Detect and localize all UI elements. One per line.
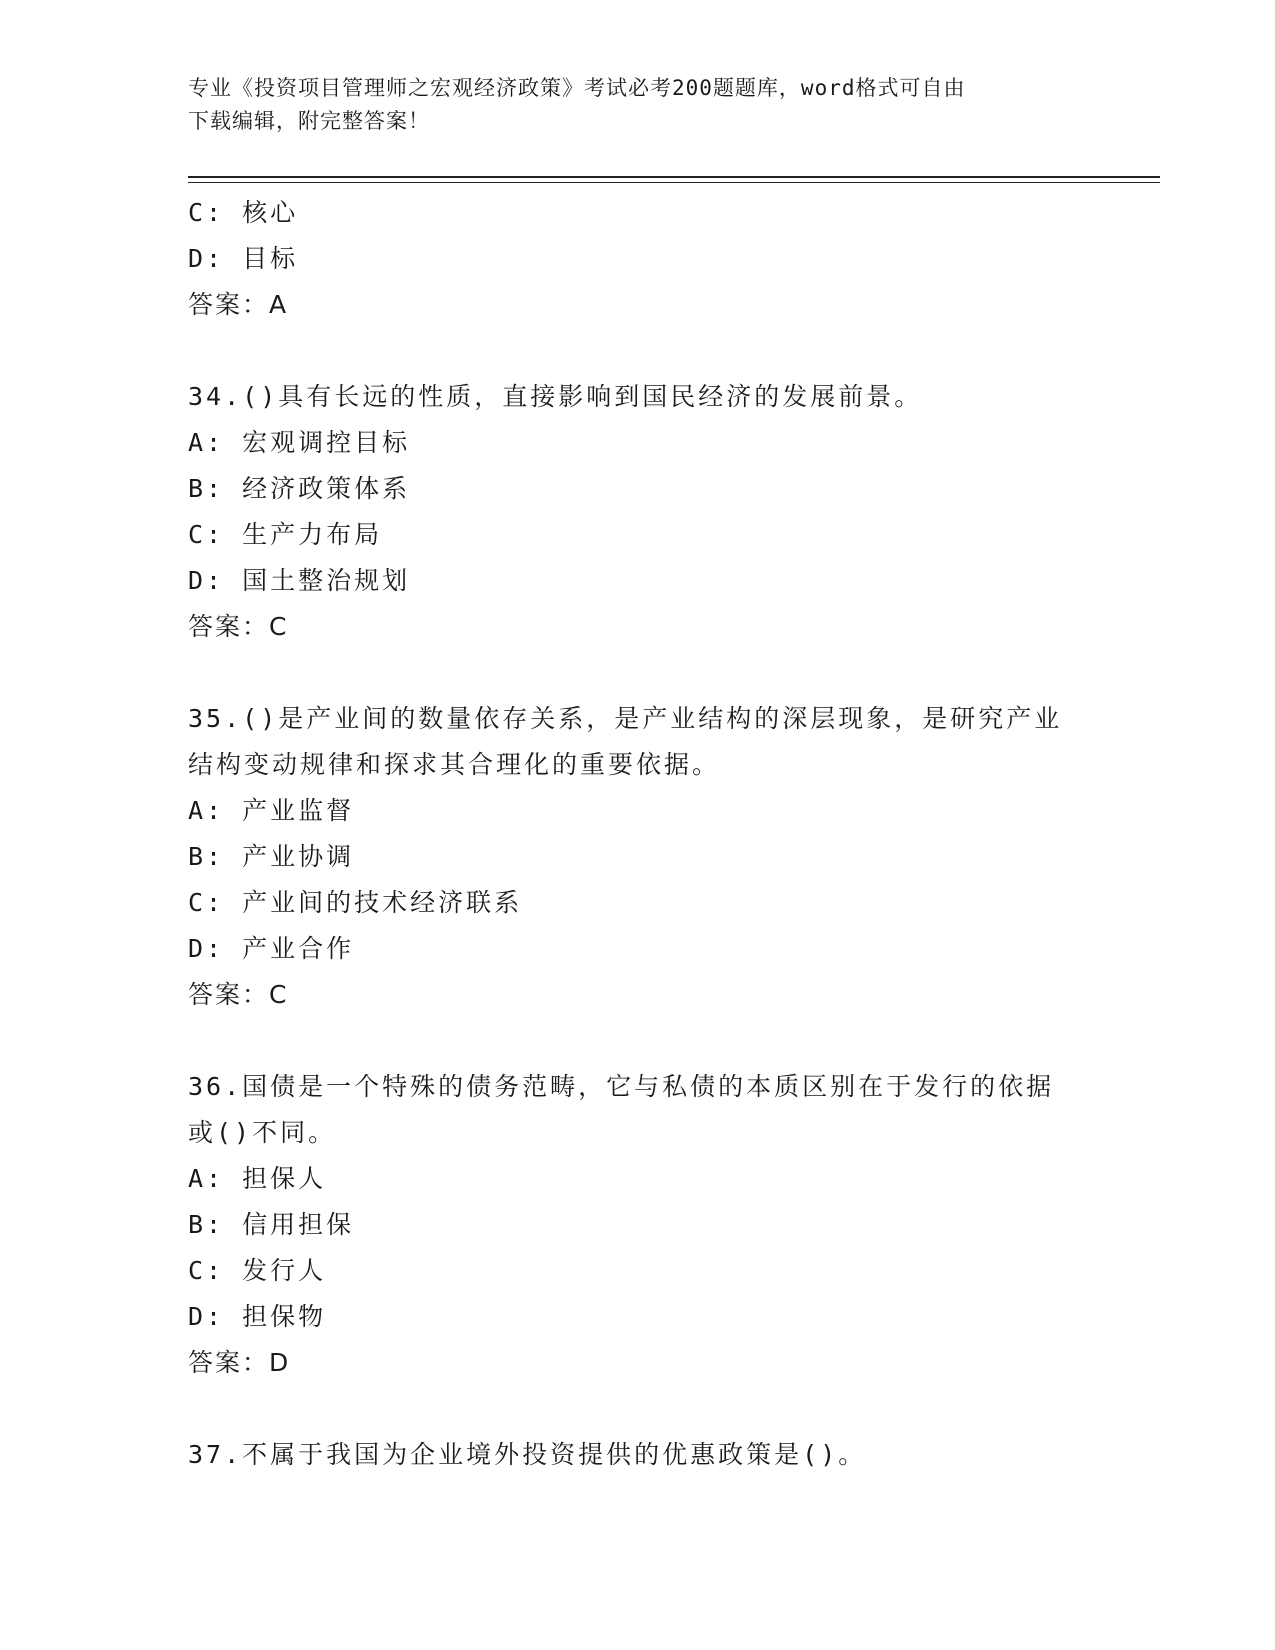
prev-option-d: D: 目标	[188, 244, 299, 273]
option-a: A: 担保人	[188, 1164, 327, 1193]
question-36	[188, 1064, 1088, 1386]
prev-answer: 答案：A	[188, 290, 289, 319]
spacer	[188, 1386, 1088, 1432]
question-stem: 34.()具有长远的性质，直接影响到国民经济的发展前景。	[188, 382, 923, 411]
option-d: D: 产业合作	[188, 934, 355, 963]
option-c: C: 产业间的技术经济联系	[188, 888, 523, 917]
prev-option-c: C: 核心	[188, 198, 299, 227]
question-stem-cont: 结构变动规律和探求其合理化的重要依据。	[188, 750, 721, 779]
document-header	[188, 72, 1068, 138]
question-list	[188, 190, 1088, 1478]
option-b: B: 经济政策体系	[188, 474, 411, 503]
option-c: C: 发行人	[188, 1256, 327, 1285]
header-line-2: 下载编辑，附完整答案！	[188, 109, 430, 133]
option-d: D: 担保物	[188, 1302, 327, 1331]
option-b: B: 产业协调	[188, 842, 355, 871]
header-divider-thick	[188, 176, 1160, 178]
question-stem: 35.()是产业间的数量依存关系，是产业结构的深层现象，是研究产业	[188, 704, 1063, 733]
spacer	[188, 328, 1088, 374]
question-stem-cont: 或()不同。	[188, 1118, 337, 1147]
answer: 答案：D	[188, 1348, 291, 1377]
question-34	[188, 374, 1088, 650]
header-divider-thin	[188, 182, 1160, 183]
answer: 答案：C	[188, 612, 289, 641]
header-line-1: 专业《投资项目管理师之宏观经济政策》考试必考200题题库，word格式可自由	[188, 76, 966, 100]
spacer	[188, 650, 1088, 696]
option-b: B: 信用担保	[188, 1210, 355, 1239]
option-a: A: 产业监督	[188, 796, 355, 825]
option-d: D: 国土整治规划	[188, 566, 411, 595]
question-stem: 36.国债是一个特殊的债务范畴，它与私债的本质区别在于发行的依据	[188, 1072, 1055, 1101]
question-stem: 37.不属于我国为企业境外投资提供的优惠政策是()。	[188, 1440, 867, 1469]
question-37	[188, 1432, 1088, 1478]
option-a: A: 宏观调控目标	[188, 428, 411, 457]
answer: 答案：C	[188, 980, 289, 1009]
option-c: C: 生产力布局	[188, 520, 383, 549]
spacer	[188, 1018, 1088, 1064]
question-35	[188, 696, 1088, 1018]
